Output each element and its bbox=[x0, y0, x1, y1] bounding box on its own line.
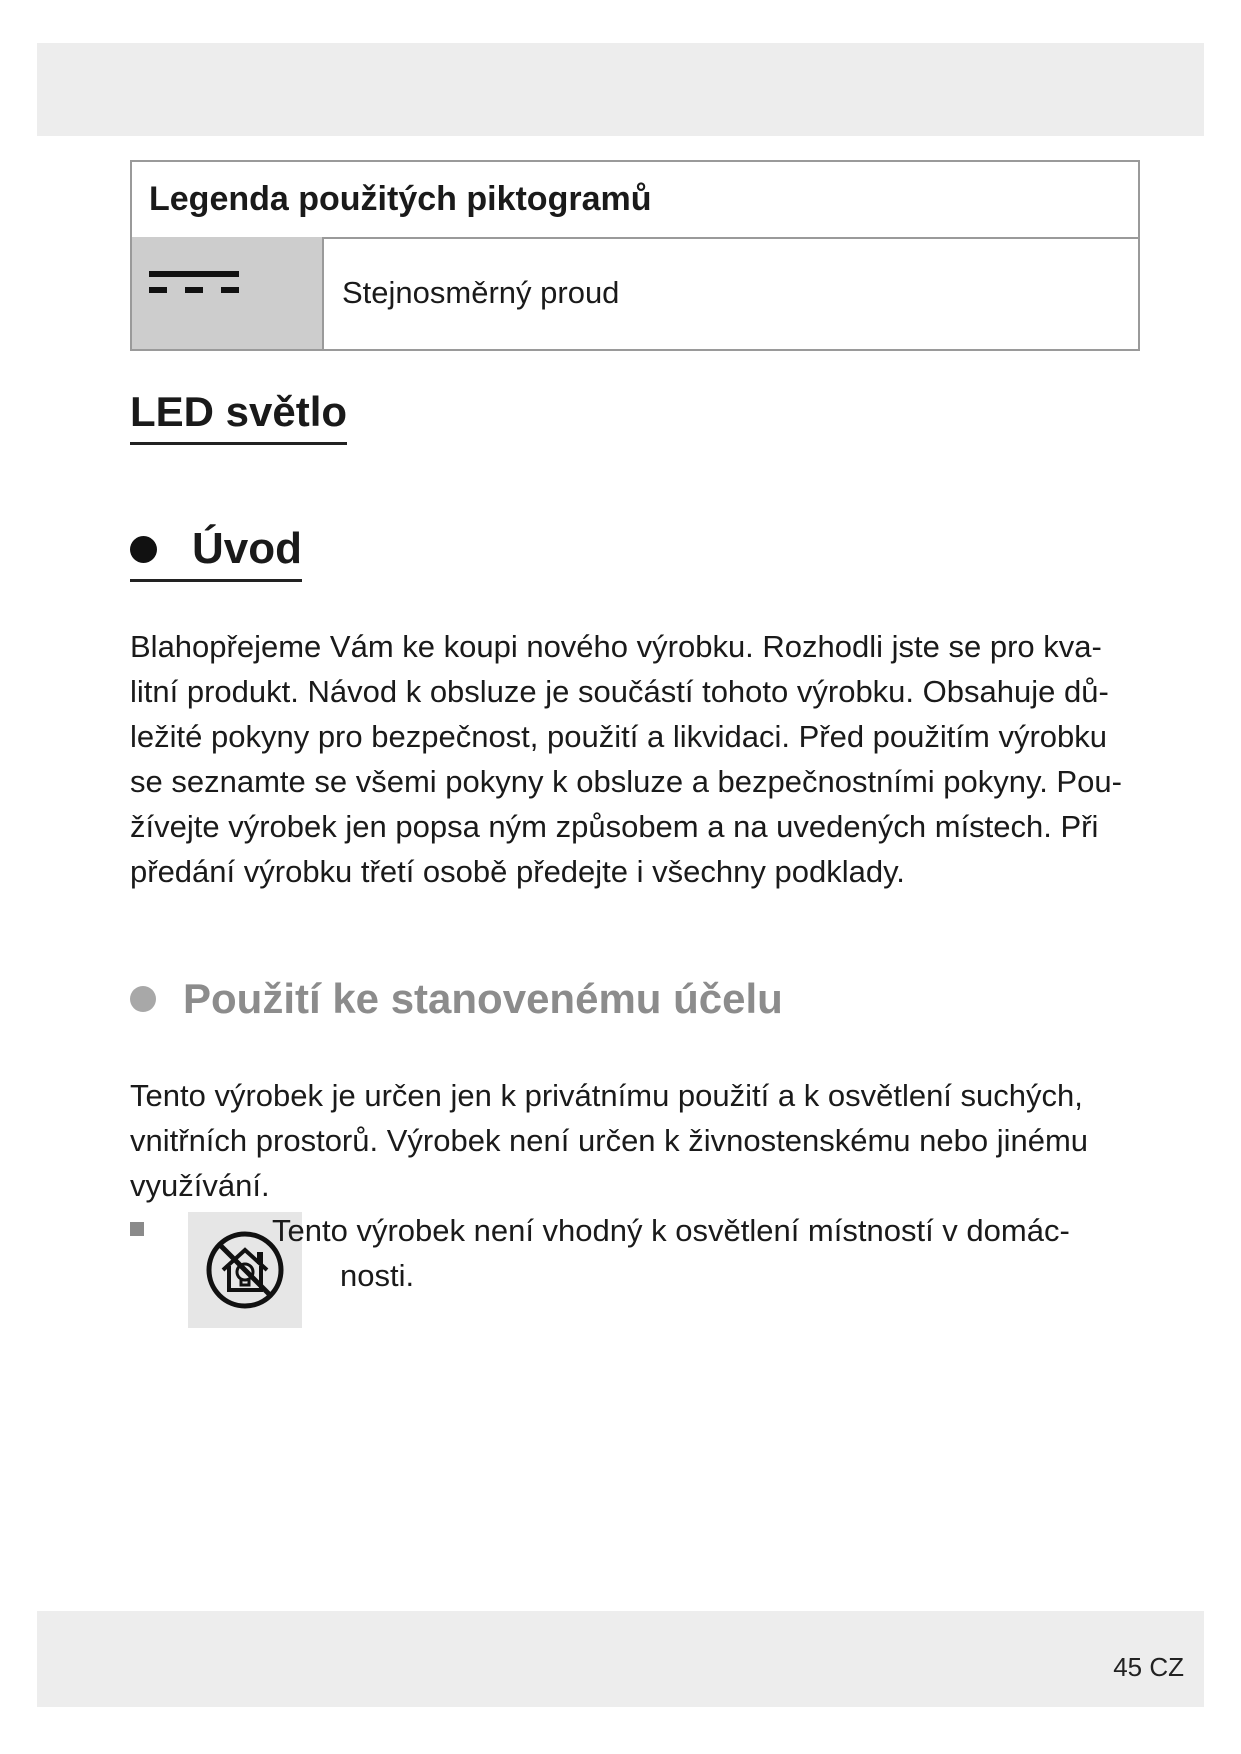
heading-bullet-icon bbox=[130, 986, 156, 1012]
legend-title: Legenda použitých piktogramů bbox=[132, 162, 1138, 239]
header-band bbox=[37, 43, 1204, 136]
section-title: LED světlo bbox=[130, 388, 347, 445]
usage-note bbox=[272, 1208, 1070, 1298]
intro-line: litní produkt. Návod k obsluze je součástí tohoto výrobku. Obsahuje dů- bbox=[130, 674, 1109, 709]
footer-band bbox=[37, 1611, 1204, 1707]
legend-description: Stejnosměrný proud bbox=[342, 275, 620, 310]
intended-use-paragraph bbox=[130, 1073, 1140, 1208]
intended-use-heading-text: Použití ke stanovenému účelu bbox=[183, 975, 783, 1022]
intro-line: ležité pokyny pro bezpečnost, použití a likvidaci. Před použitím výrobku bbox=[130, 719, 1107, 754]
intended-use-line: využívání. bbox=[130, 1168, 270, 1203]
intro-line: se seznamte se všemi pokyny k obsluze a bezpečnostními pokyny. Pou- bbox=[130, 764, 1122, 799]
intro-heading-text: Úvod bbox=[192, 524, 302, 573]
direct-current-icon bbox=[132, 237, 324, 351]
intro-line: předání výrobku třetí osobě předejte i všechny podklady. bbox=[130, 854, 905, 889]
pictogram-legend-table bbox=[130, 160, 1140, 351]
intended-use-line: Tento výrobek je určen jen k privátnímu použití a k osvětlení suchých, bbox=[130, 1078, 1083, 1113]
usage-note-line: Tento výrobek není vhodný k osvětlení místností v domác- bbox=[272, 1213, 1070, 1248]
usage-note-line: nosti. bbox=[340, 1258, 415, 1293]
list-bullet-icon bbox=[130, 1222, 144, 1236]
intended-use-line: vnitřních prostorů. Výrobek není určen k živnostenskému nebo jinému bbox=[130, 1123, 1089, 1158]
intro-line: žívejte výrobek jen popsa ným způsobem a na uvedených místech. Při bbox=[130, 809, 1099, 844]
page-number: 45 CZ bbox=[1113, 1652, 1184, 1682]
intro-line: Blahopřejeme Vám ke koupi nového výrobku. Rozhodli jste se pro kva- bbox=[130, 629, 1102, 664]
intro-heading bbox=[130, 524, 302, 582]
intro-paragraph bbox=[130, 624, 1140, 894]
legend-icon-cell bbox=[132, 237, 324, 349]
intended-use-heading bbox=[130, 975, 783, 1023]
heading-bullet-icon bbox=[130, 536, 157, 563]
